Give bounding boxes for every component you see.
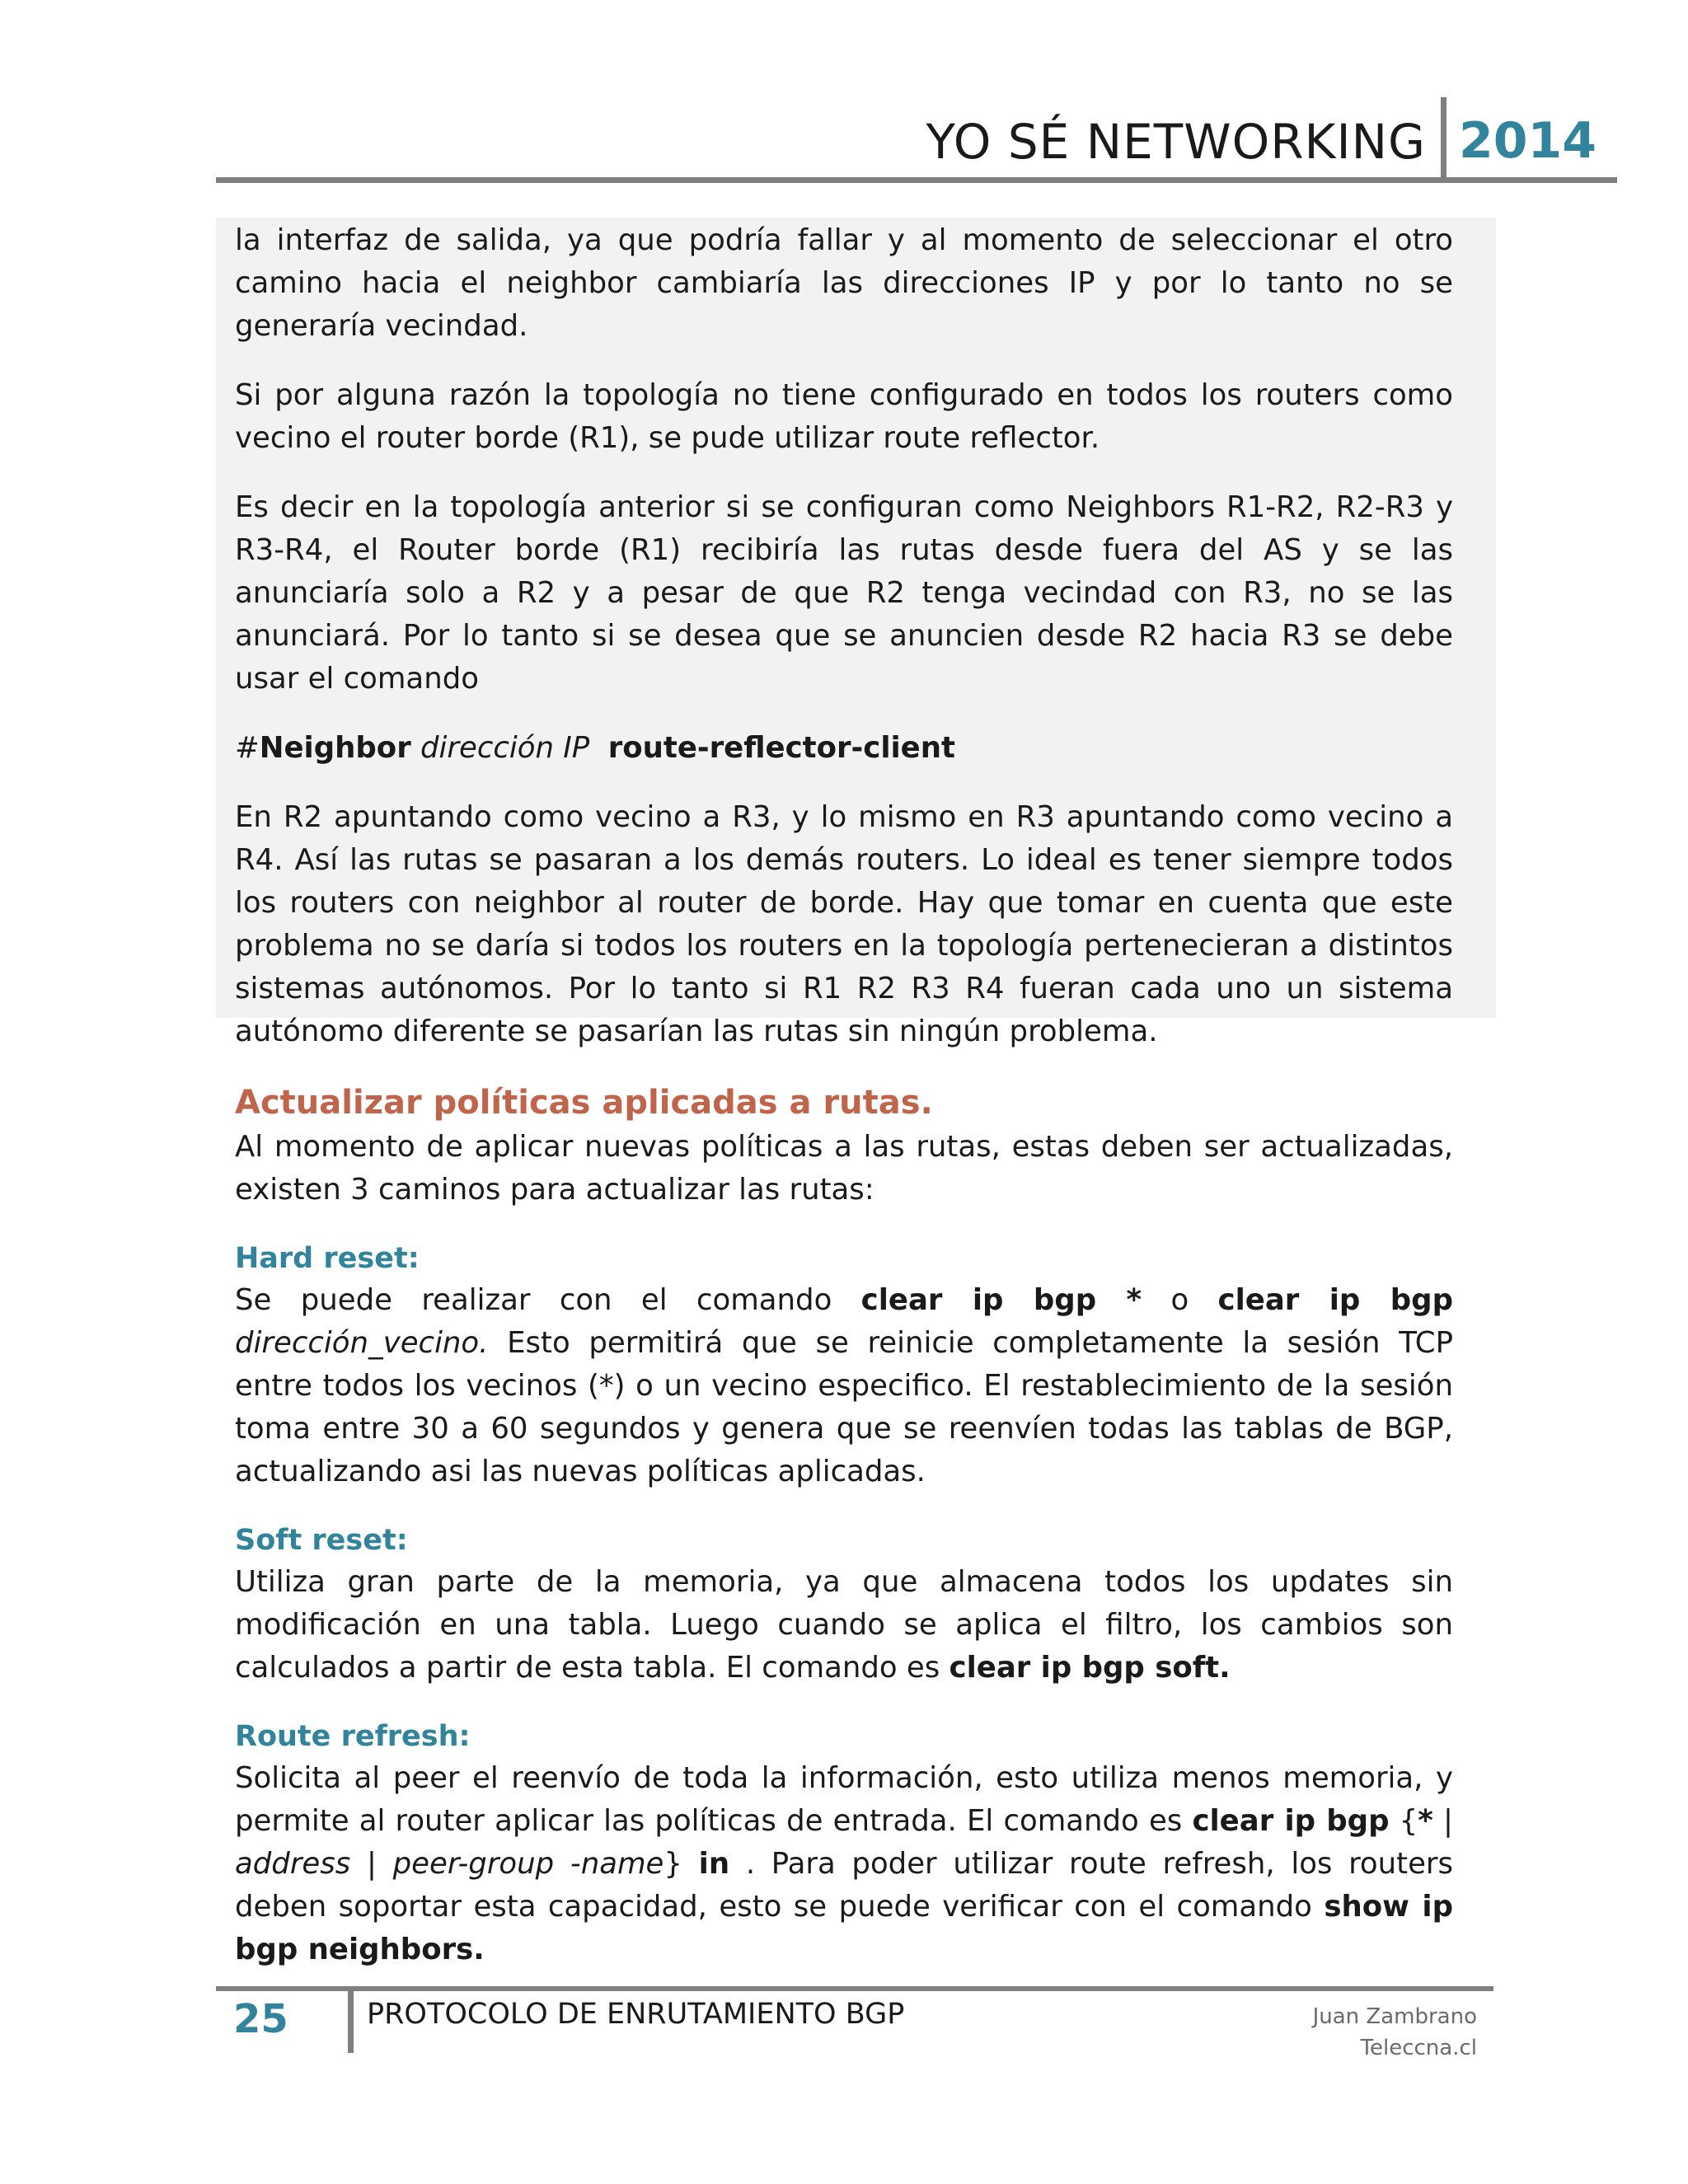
- footer-author-block: [1313, 2001, 1477, 2064]
- header-year: 2014: [1459, 112, 1597, 170]
- paragraph: En R2 apuntando como vecino a R3, y lo mismo en R3 apuntando como vecino a R4. Así las rutas se pasaran a los demás routers. Lo ideal es tener siempre todos los routers con neighbor al router de borde. Hay que tomar en cuenta que este problema no se daría si todos los routers en la topología pertenecieran a distintos sistemas autónomos. Por lo tanto si R1 R2 R3 R4 fueran cada uno un sistema autónomo diferente se pasarían las rutas sin ningún problema.: [235, 800, 1453, 1048]
- command-keyword: Neighbor: [259, 731, 411, 765]
- hard-reset-title: Hard reset:: [235, 1242, 420, 1275]
- paragraph: la interfaz de salida, ya que podría fallar y al momento de seleccionar el otro camino hacia el neighbor cambiaría las direcciones IP y por lo tanto no se generaría vecindad.: [235, 223, 1453, 343]
- paragraph: Es decir en la topología anterior si se configuran como Neighbors R1-R2, R2-R3 y R3-R4, el Router borde (R1) recibiría las rutas desde fuera del AS y se las anunciaría solo a R2 y a pesar de que R2 tenga vecindad con R3, no se las anunciará. Por lo tanto si se desea que se anuncien desde R2 hacia R3 se debe usar el comando: [235, 490, 1453, 696]
- soft-reset-text: Utiliza gran parte de la memoria, ya que almacena todos los updates sin modificación en una tabla. Luego cuando se aplica el filtro, los cambios son calculados a partir de esta tabla. El comando es clear ip bgp soft.: [235, 1565, 1453, 1685]
- section-title: Actualizar políticas aplicadas a rutas.: [235, 1084, 933, 1122]
- command-hash: #: [235, 731, 260, 765]
- soft-reset-title: Soft reset:: [235, 1524, 408, 1557]
- command-argument: dirección IP: [420, 731, 590, 765]
- author-site: Teleccna.cl: [1360, 2036, 1477, 2060]
- footer-title: PROTOCOLO DE ENRUTAMIENTO BGP: [367, 1998, 905, 2031]
- command-line: [235, 727, 1453, 770]
- paragraph: Si por alguna razón la topología no tiene configurado en todos los routers como vecino el router borde (R1), se pude utilizar route reflector.: [235, 378, 1453, 455]
- section-intro: Al momento de aplicar nuevas políticas a las rutas, estas deben ser actualizadas, existen 3 caminos para actualizar las rutas:: [235, 1130, 1453, 1207]
- footer-rule: [216, 1986, 1493, 1991]
- page-content: [235, 219, 1453, 1998]
- author-name: Juan Zambrano: [1312, 2004, 1477, 2029]
- route-refresh-title: Route refresh:: [235, 1720, 471, 1753]
- header-title: YO SÉ NETWORKING: [926, 114, 1426, 170]
- hard-reset-text: Se puede realizar con el comando clear ip bgp * o clear ip bgp dirección_vecino. Esto permitirá que se reinicie completamente la sesión TCP entre todos los vecinos (*) o un vecino especifico. El restablecimiento de la sesión toma entre 30 a 60 segundos y genera que se reenvíen todas las tablas de BGP, actualizando asi las nuevas políticas aplicadas.: [235, 1283, 1453, 1488]
- command-option: route-reflector-client: [607, 731, 955, 765]
- footer-divider: [348, 1989, 354, 2053]
- route-refresh-text: Solicita al peer el reenvío de toda la información, esto utiliza menos memoria, y permite al router aplicar las políticas de entrada. El comando es clear ip bgp {* | address | peer-group -name} in . Para poder utilizar route refresh, los routers deben soportar esta capacidad, esto se puede verificar con el comando show ip bgp neighbors.: [235, 1761, 1453, 1966]
- header-divider: [1441, 97, 1447, 181]
- page-header: [216, 97, 1617, 180]
- header-rule: [216, 177, 1617, 183]
- page-number: 25: [233, 1996, 288, 2042]
